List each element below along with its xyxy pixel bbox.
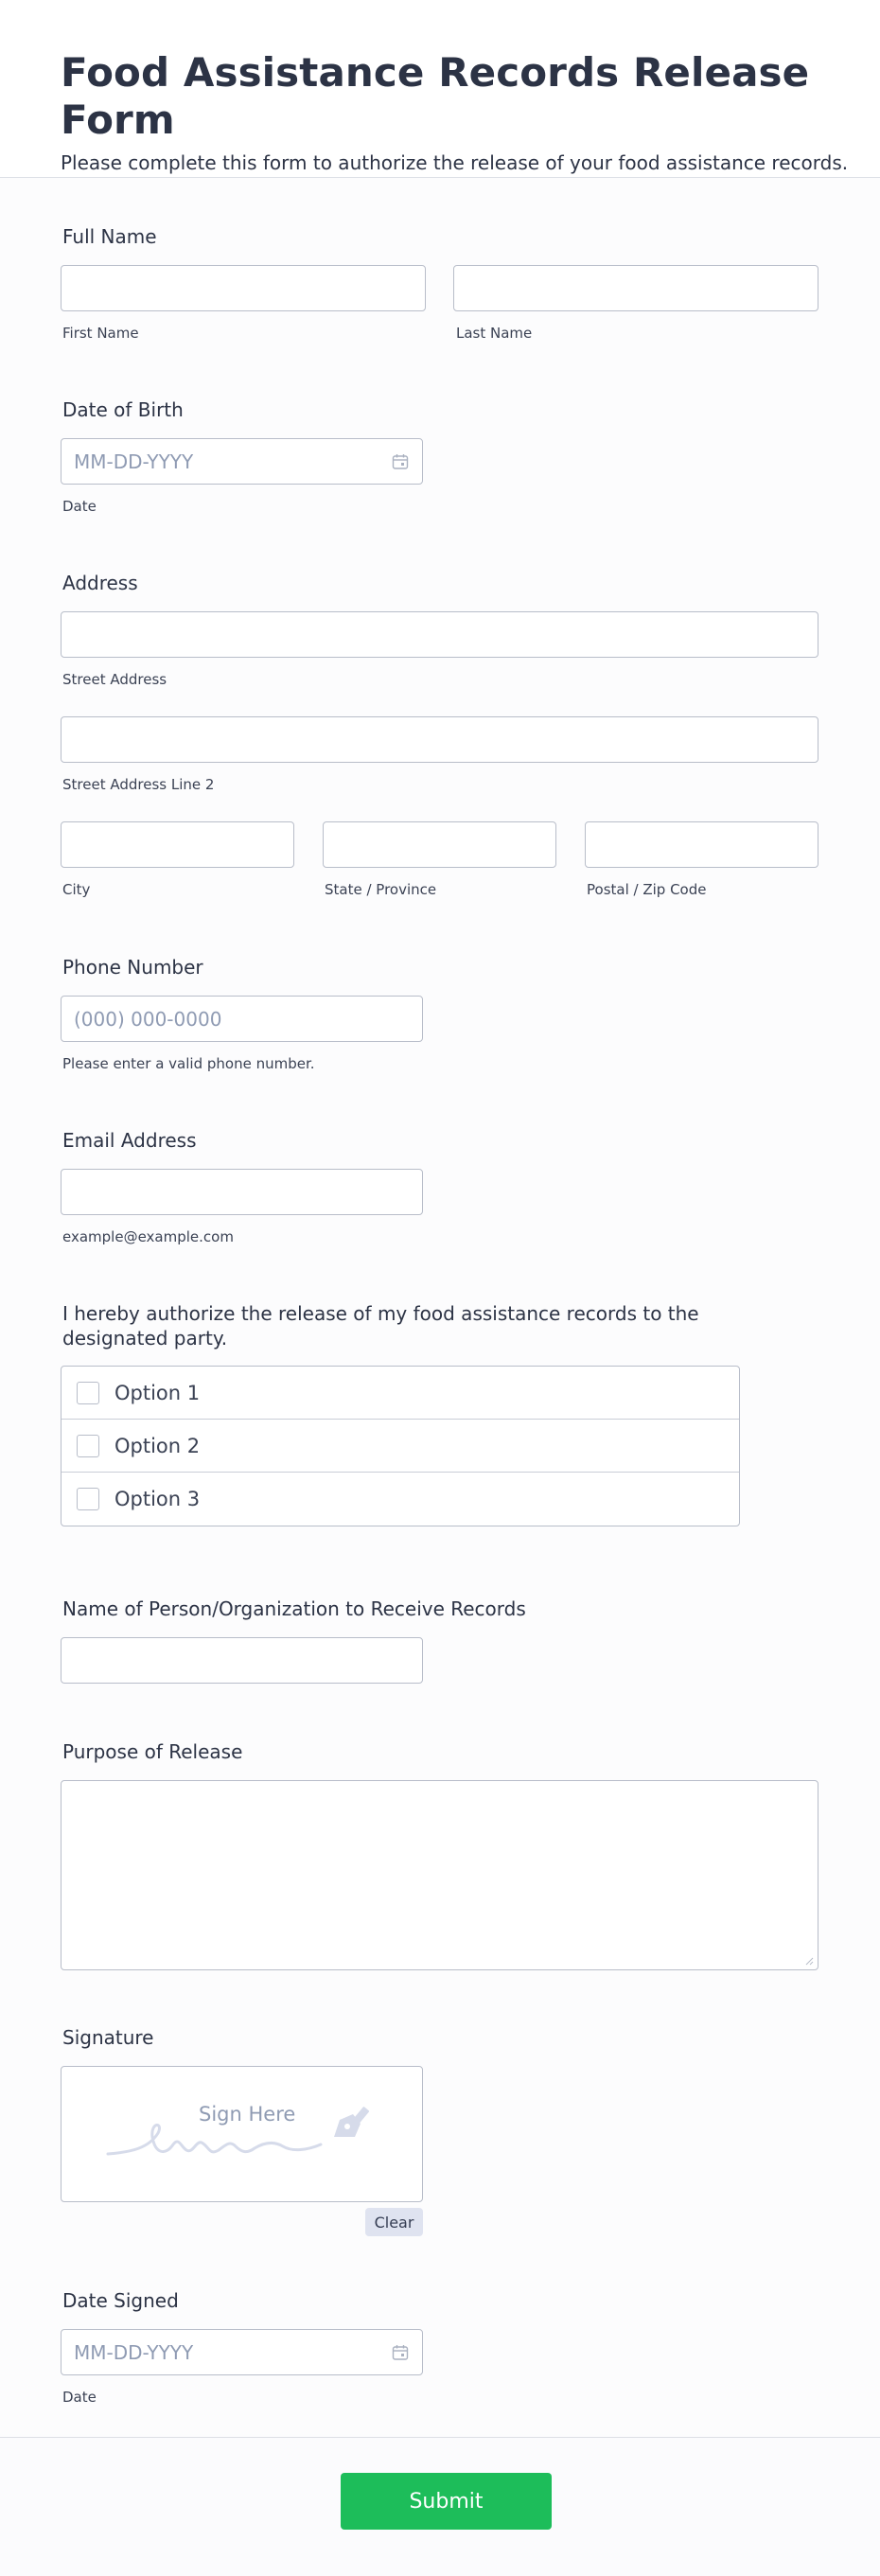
option-3[interactable] [62, 1473, 739, 1526]
form-subtitle: Please complete this form to authorize the release of your food assistance records. [61, 151, 849, 174]
submit-button[interactable]: Submit [341, 2473, 552, 2530]
authorize-options [61, 1366, 740, 1526]
checkbox[interactable] [77, 1382, 99, 1404]
phone-input[interactable] [61, 996, 423, 1042]
option-2[interactable] [62, 1420, 739, 1473]
dob-input[interactable] [61, 438, 423, 485]
checkbox[interactable] [77, 1488, 99, 1510]
phone-sublabel: Please enter a valid phone number. [62, 1055, 315, 1072]
calendar-icon[interactable] [392, 2344, 409, 2361]
purpose-textarea[interactable] [61, 1780, 818, 1970]
form-title: Food Assistance Records Release Form [61, 49, 810, 143]
email-sublabel: example@example.com [62, 1228, 234, 1245]
state-input[interactable] [323, 821, 556, 868]
clear-signature-button[interactable]: Clear [365, 2208, 423, 2236]
zip-sublabel: Postal / Zip Code [587, 881, 707, 898]
first-name-sublabel: First Name [62, 325, 139, 342]
option-label: Option 2 [114, 1434, 201, 1457]
dob-placeholder: MM-DD-YYYY [74, 450, 194, 473]
zip-input[interactable] [585, 821, 818, 868]
option-label: Option 3 [114, 1488, 201, 1510]
last-name-input[interactable] [453, 265, 818, 311]
calendar-icon[interactable] [392, 453, 409, 470]
form-body [0, 178, 880, 2437]
form-footer [0, 2437, 880, 2576]
last-name-sublabel: Last Name [456, 325, 533, 342]
date-signed-input[interactable] [61, 2329, 423, 2375]
street-address-sublabel: Street Address [62, 671, 167, 688]
email-input[interactable] [61, 1169, 423, 1215]
resize-handle-icon[interactable] [804, 1956, 814, 1966]
purpose-label: Purpose of Release [62, 1740, 243, 1763]
city-sublabel: City [62, 881, 91, 898]
recipient-input[interactable] [61, 1637, 423, 1684]
phone-label: Phone Number [62, 956, 203, 979]
option-1[interactable] [62, 1367, 739, 1420]
state-sublabel: State / Province [325, 881, 437, 898]
signature-pad[interactable] [61, 2066, 423, 2202]
address-label: Address [62, 572, 138, 594]
street-address-line2-input[interactable] [61, 716, 818, 763]
street-address-input[interactable] [61, 611, 818, 658]
signature-placeholder: Sign Here [199, 2103, 296, 2126]
street-address-line2-sublabel: Street Address Line 2 [62, 776, 215, 793]
option-label: Option 1 [114, 1381, 201, 1404]
form-header [0, 0, 880, 178]
first-name-input[interactable] [61, 265, 426, 311]
dob-sublabel: Date [62, 498, 97, 515]
recipient-label: Name of Person/Organization to Receive Records [62, 1597, 526, 1620]
email-label: Email Address [62, 1129, 197, 1152]
phone-placeholder: (000) 000-0000 [74, 1007, 222, 1031]
city-input[interactable] [61, 821, 294, 868]
date-signed-label: Date Signed [62, 2289, 179, 2312]
checkbox[interactable] [77, 1435, 99, 1457]
signature-label: Signature [62, 2026, 154, 2049]
date-signed-placeholder: MM-DD-YYYY [74, 2340, 194, 2364]
pen-icon [328, 2105, 372, 2144]
full-name-label: Full Name [62, 225, 157, 248]
dob-label: Date of Birth [62, 398, 184, 421]
authorize-label: I hereby authorize the release of my food assistance records to the designated party. [62, 1302, 699, 1350]
date-signed-sublabel: Date [62, 2389, 97, 2406]
